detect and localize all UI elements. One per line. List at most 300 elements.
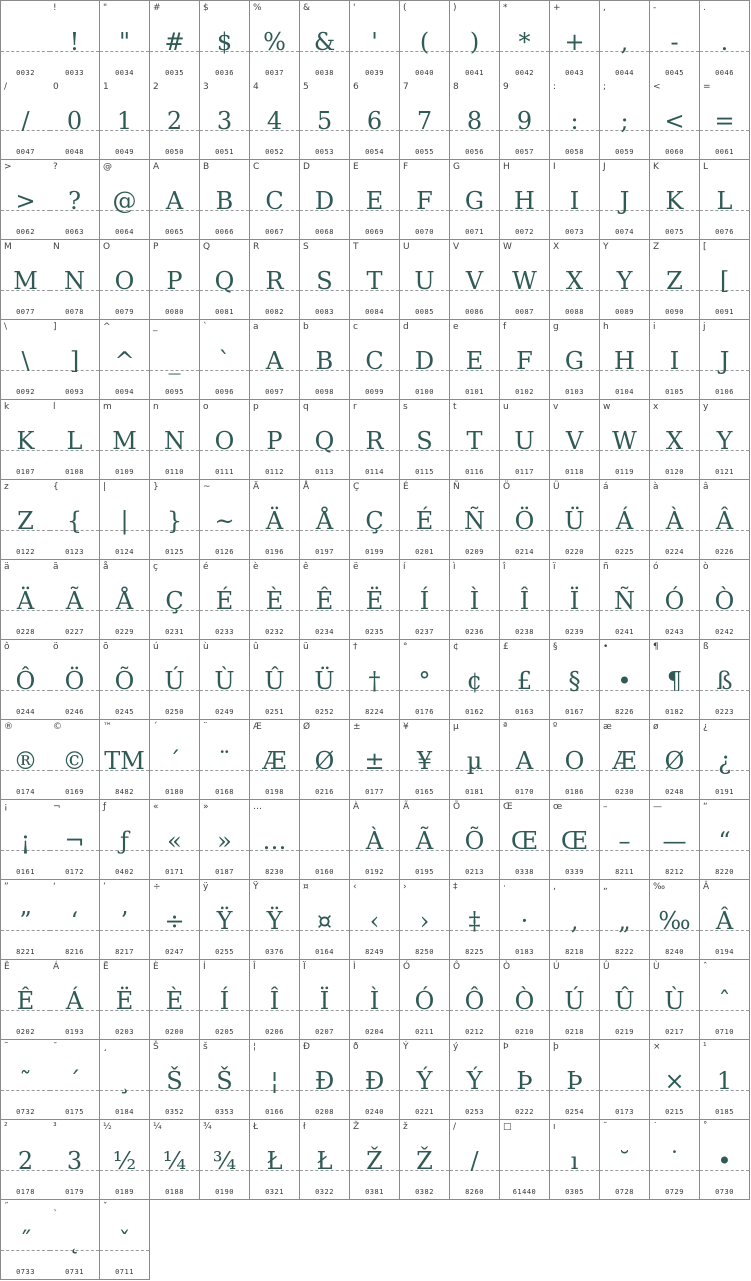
glyph-cell xyxy=(600,480,650,560)
glyph-cell xyxy=(600,640,650,720)
glyph-cell xyxy=(400,880,450,960)
glyph-sample: O xyxy=(564,747,585,775)
glyph-key-label: A xyxy=(153,162,160,172)
glyph-key-label: B xyxy=(203,162,210,172)
glyph-key-label: “ xyxy=(703,802,708,812)
glyph-key-label: I xyxy=(553,162,556,172)
glyph-key-label: ¹ xyxy=(703,1042,707,1052)
glyph-code-label: 0710 xyxy=(715,1028,734,1036)
glyph-key-label: z xyxy=(4,482,9,492)
glyph-code-label: 0242 xyxy=(715,628,734,636)
glyph-sample: Æ xyxy=(262,747,287,775)
glyph-cell xyxy=(500,640,550,720)
glyph-code-label: 0353 xyxy=(215,1108,234,1116)
glyph-cell xyxy=(50,720,100,800)
glyph-key-label: Ý xyxy=(403,1042,409,1052)
glyph-sample: Å xyxy=(115,587,134,615)
glyph-code-label: 0213 xyxy=(465,868,484,876)
glyph-cell xyxy=(650,960,700,1040)
glyph-code-label: 0232 xyxy=(265,628,284,636)
glyph-sample: ˘ xyxy=(618,1147,631,1175)
glyph-sample: N xyxy=(164,427,185,455)
glyph-sample: = xyxy=(714,107,735,135)
glyph-code-label: 0202 xyxy=(16,1028,35,1036)
glyph-sample: Y xyxy=(716,427,733,455)
glyph-code-label: 0200 xyxy=(165,1028,184,1036)
glyph-cell xyxy=(300,160,350,240)
glyph-cell xyxy=(450,880,500,960)
glyph-key-label: ß xyxy=(703,642,709,652)
glyph-key-label: 5 xyxy=(303,82,309,92)
glyph-code-label: 0051 xyxy=(215,148,234,156)
glyph-key-label: w xyxy=(603,402,611,412)
glyph-cell xyxy=(50,320,100,400)
glyph-code-label: 0083 xyxy=(315,308,334,316)
glyph-key-label: ¥ xyxy=(403,722,409,732)
glyph-sample: ( xyxy=(419,28,430,56)
glyph-cell xyxy=(650,800,700,880)
glyph-code-label: 0250 xyxy=(165,708,184,716)
glyph-cell xyxy=(450,0,500,81)
glyph-key-label: ¶ xyxy=(653,642,659,652)
glyph-sample: : xyxy=(570,107,579,135)
glyph-key-label: C xyxy=(253,162,260,172)
glyph-cell xyxy=(200,1120,250,1200)
glyph-key-label: ¢ xyxy=(453,642,459,652)
glyph-key-label: e xyxy=(453,322,459,332)
glyph-cell xyxy=(550,1040,600,1120)
glyph-cell xyxy=(650,0,700,81)
glyph-cell xyxy=(0,400,51,480)
glyph-cell xyxy=(300,400,350,480)
glyph-sample: / xyxy=(21,107,30,135)
glyph-key-label: £ xyxy=(503,642,509,652)
glyph-code-label: 0226 xyxy=(715,548,734,556)
glyph-code-label: 0166 xyxy=(265,1108,284,1116)
glyph-key-label: Ð xyxy=(303,1042,310,1052)
glyph-sample: ’ xyxy=(120,907,129,935)
glyph-key-label: ƒ xyxy=(103,802,107,812)
glyph-cell xyxy=(100,480,150,560)
glyph-code-label: 0227 xyxy=(65,628,84,636)
glyph-key-label: o xyxy=(203,402,209,412)
glyph-code-label: 0054 xyxy=(365,148,384,156)
glyph-sample: Æ xyxy=(612,747,637,775)
glyph-code-label: 0119 xyxy=(615,468,634,476)
glyph-code-label: 0123 xyxy=(65,548,84,556)
glyph-code-label: 8218 xyxy=(565,948,584,956)
glyph-code-label: 0063 xyxy=(65,228,84,236)
glyph-key-label: Ÿ xyxy=(253,882,259,892)
glyph-cell xyxy=(150,720,200,800)
glyph-key-label: ê xyxy=(303,562,309,572)
glyph-code-label: 0711 xyxy=(115,1268,134,1276)
glyph-sample: • xyxy=(717,1147,732,1175)
glyph-key-label: Ä xyxy=(253,482,260,492)
glyph-code-label: 0041 xyxy=(465,69,484,77)
glyph-key-label: d xyxy=(403,322,409,332)
glyph-key-label: ¨ xyxy=(203,722,208,732)
glyph-cell xyxy=(600,1040,650,1120)
glyph-key-label: q xyxy=(303,402,309,412)
glyph-sample: Ž xyxy=(366,1147,383,1175)
glyph-cell xyxy=(600,240,650,320)
glyph-sample: L xyxy=(716,187,733,215)
glyph-sample: E xyxy=(365,187,384,215)
glyph-cell xyxy=(250,480,300,560)
glyph-sample: [ xyxy=(719,267,730,295)
glyph-sample: × xyxy=(664,1067,685,1095)
glyph-sample: À xyxy=(665,507,684,535)
glyph-cell xyxy=(100,800,150,880)
glyph-sample: Î xyxy=(269,987,280,1015)
glyph-code-label: 0224 xyxy=(665,548,684,556)
glyph-code-label: 0078 xyxy=(65,308,84,316)
glyph-code-label: 0254 xyxy=(565,1108,584,1116)
glyph-key-label: . xyxy=(703,3,706,13)
glyph-sample: H xyxy=(514,187,535,215)
glyph-code-label: 0199 xyxy=(365,548,384,556)
glyph-key-label: H xyxy=(503,162,510,172)
glyph-cell xyxy=(150,0,200,81)
glyph-key-label: / xyxy=(453,1122,457,1132)
glyph-key-label: _ xyxy=(153,322,158,332)
glyph-code-label: 8230 xyxy=(265,868,284,876)
glyph-code-label: 0124 xyxy=(115,548,134,556)
glyph-sample: À xyxy=(365,827,384,855)
glyph-code-label: 0106 xyxy=(715,388,734,396)
glyph-sample: ¤ xyxy=(316,907,333,935)
glyph-sample: Ò xyxy=(714,587,735,615)
glyph-cell xyxy=(300,80,350,160)
glyph-sample: A xyxy=(515,747,534,775)
glyph-code-label: 0219 xyxy=(615,1028,634,1036)
glyph-key-label: # xyxy=(153,3,161,13)
glyph-code-label: 0032 xyxy=(16,69,35,77)
glyph-sample: Ç xyxy=(365,507,384,535)
glyph-key-label: 0 xyxy=(53,82,59,92)
glyph-sample: * xyxy=(518,28,531,56)
glyph-key-label: @ xyxy=(103,162,112,172)
glyph-code-label: 0243 xyxy=(665,628,684,636)
glyph-key-label: ¾ xyxy=(203,1122,212,1132)
glyph-key-label: — xyxy=(653,802,662,812)
glyph-cell xyxy=(500,80,550,160)
glyph-sample: Â xyxy=(715,507,734,535)
glyph-code-label: 0055 xyxy=(415,148,434,156)
glyph-key-label: = xyxy=(703,82,711,92)
glyph-key-label: ‡ xyxy=(453,882,458,892)
glyph-code-label: 0102 xyxy=(515,388,534,396)
glyph-key-label: å xyxy=(103,562,109,572)
glyph-cell xyxy=(300,720,350,800)
glyph-sample: ” xyxy=(19,907,32,935)
glyph-code-label: 0321 xyxy=(265,1188,284,1196)
glyph-code-label: 0168 xyxy=(215,788,234,796)
glyph-key-label: œ xyxy=(553,802,563,812)
glyph-code-label: 0339 xyxy=(565,868,584,876)
glyph-sample: & xyxy=(313,28,336,56)
glyph-key-label: , xyxy=(603,3,606,13)
glyph-cell xyxy=(650,320,700,400)
glyph-sample: + xyxy=(564,28,585,56)
glyph-sample: Ô xyxy=(15,667,36,695)
glyph-key-label: Œ xyxy=(503,802,513,812)
glyph-code-label: 0109 xyxy=(115,468,134,476)
glyph-sample: ¨ xyxy=(218,747,231,775)
glyph-sample: C xyxy=(265,187,284,215)
glyph-key-label: Ü xyxy=(553,482,560,492)
glyph-code-label: 0045 xyxy=(665,69,684,77)
glyph-key-label: " xyxy=(103,3,108,13)
glyph-cell xyxy=(700,1120,750,1200)
glyph-key-label: n xyxy=(153,402,159,412)
glyph-key-label: Ò xyxy=(503,962,511,972)
glyph-key-label: ł xyxy=(303,1122,306,1132)
glyph-code-label: 0173 xyxy=(615,1108,634,1116)
glyph-code-label: 0099 xyxy=(365,388,384,396)
glyph-sample: O xyxy=(214,427,235,455)
glyph-key-label: ò xyxy=(703,562,709,572)
glyph-cell xyxy=(450,960,500,1040)
glyph-sample: ß xyxy=(716,667,733,695)
glyph-sample: P xyxy=(166,267,183,295)
glyph-key-label: 8 xyxy=(453,82,459,92)
glyph-cell xyxy=(0,160,51,240)
glyph-cell xyxy=(550,800,600,880)
glyph-sample: Ÿ xyxy=(216,907,233,935)
glyph-sample: D xyxy=(314,187,335,215)
glyph-cell xyxy=(250,1120,300,1200)
glyph-key-label: X xyxy=(553,242,560,252)
glyph-cell xyxy=(500,880,550,960)
glyph-code-label: 0187 xyxy=(215,868,234,876)
glyph-sample: ¾ xyxy=(212,1147,237,1175)
glyph-sample: Q xyxy=(214,267,235,295)
glyph-sample: “ xyxy=(718,827,731,855)
glyph-cell xyxy=(350,880,400,960)
glyph-cell xyxy=(700,560,750,640)
glyph-cell xyxy=(0,720,51,800)
glyph-key-label: è xyxy=(253,562,259,572)
glyph-key-label: â xyxy=(703,482,709,492)
glyph-cell xyxy=(200,160,250,240)
glyph-key-label: ; xyxy=(603,82,607,92)
glyph-code-label: 0179 xyxy=(65,1188,84,1196)
glyph-sample: Ç xyxy=(165,587,184,615)
glyph-key-label: ] xyxy=(53,322,57,332)
glyph-cell xyxy=(150,880,200,960)
glyph-key-label: ö xyxy=(53,642,59,652)
glyph-cell xyxy=(250,80,300,160)
glyph-sample: C xyxy=(365,347,384,375)
glyph-sample: — xyxy=(662,827,687,855)
glyph-key-label: š xyxy=(203,1042,208,1052)
glyph-cell xyxy=(400,720,450,800)
glyph-cell xyxy=(0,880,51,960)
glyph-code-label: 8482 xyxy=(115,788,134,796)
glyph-cell xyxy=(450,160,500,240)
glyph-sample: ‹ xyxy=(369,907,380,935)
glyph-cell xyxy=(0,80,51,160)
glyph-cell xyxy=(150,240,200,320)
glyph-key-label: • xyxy=(603,642,609,652)
glyph-sample: G xyxy=(464,187,485,215)
glyph-cell xyxy=(100,720,150,800)
glyph-sample: ¢ xyxy=(466,667,483,695)
glyph-code-label: 0164 xyxy=(315,948,334,956)
glyph-key-label: G xyxy=(453,162,460,172)
glyph-cell xyxy=(400,1040,450,1120)
glyph-sample: E xyxy=(465,347,484,375)
glyph-code-label: 0352 xyxy=(165,1108,184,1116)
glyph-key-label: ä xyxy=(4,562,10,572)
glyph-sample xyxy=(300,824,349,858)
glyph-sample: D xyxy=(414,347,435,375)
glyph-sample: Ï xyxy=(319,987,330,1015)
glyph-code-label: 0225 xyxy=(615,548,634,556)
glyph-key-label: * xyxy=(503,3,508,13)
glyph-key-label: m xyxy=(103,402,112,412)
glyph-sample: ˜ xyxy=(19,1067,32,1095)
glyph-cell xyxy=(0,1120,51,1200)
glyph-sample: ' xyxy=(371,28,378,56)
glyph-code-label: 0381 xyxy=(365,1188,384,1196)
glyph-cell xyxy=(100,320,150,400)
glyph-cell xyxy=(400,1120,450,1200)
glyph-code-label: 0104 xyxy=(615,388,634,396)
glyph-sample: § xyxy=(568,667,581,695)
glyph-cell xyxy=(650,480,700,560)
glyph-key-label: F xyxy=(403,162,409,172)
glyph-sample: Œ xyxy=(510,827,539,855)
glyph-cell xyxy=(400,560,450,640)
glyph-cell xyxy=(100,1120,150,1200)
glyph-sample: 0 xyxy=(66,107,83,135)
glyph-code-label: 8220 xyxy=(715,868,734,876)
glyph-sample: Ù xyxy=(214,667,235,695)
glyph-code-label: 0068 xyxy=(315,228,334,236)
glyph-cell xyxy=(300,560,350,640)
glyph-cell xyxy=(450,560,500,640)
glyph-code-label: 0172 xyxy=(65,868,84,876)
glyph-sample: ^ xyxy=(114,347,135,375)
glyph-sample: 3 xyxy=(216,107,233,135)
glyph-cell xyxy=(350,0,400,81)
glyph-cell xyxy=(450,1120,500,1200)
glyph-sample: Ô xyxy=(464,987,485,1015)
glyph-key-label: í xyxy=(403,562,406,572)
glyph-code-label: 0125 xyxy=(165,548,184,556)
glyph-cell xyxy=(50,240,100,320)
glyph-code-label: 0251 xyxy=(265,708,284,716)
glyph-code-label: 0091 xyxy=(715,308,734,316)
glyph-sample: Ö xyxy=(64,667,85,695)
glyph-key-label: ‹ xyxy=(353,882,357,892)
glyph-cell xyxy=(150,320,200,400)
glyph-cell xyxy=(500,480,550,560)
glyph-cell xyxy=(600,400,650,480)
glyph-key-label: × xyxy=(653,1042,661,1052)
glyph-key-label: b xyxy=(303,322,309,332)
glyph-cell xyxy=(600,0,650,81)
glyph-cell xyxy=(550,480,600,560)
glyph-sample: Š xyxy=(216,1067,233,1095)
glyph-sample: É xyxy=(415,507,434,535)
glyph-code-label: 0080 xyxy=(165,308,184,316)
glyph-key-label: / xyxy=(4,82,8,92)
glyph-sample: K xyxy=(16,427,35,455)
glyph-sample: U xyxy=(414,267,435,295)
glyph-cell xyxy=(200,560,250,640)
glyph-cell xyxy=(300,320,350,400)
glyph-key-label: l xyxy=(53,402,56,412)
glyph-sample: Ï xyxy=(569,587,580,615)
glyph-key-label: – xyxy=(603,802,608,812)
glyph-key-label: ² xyxy=(4,1122,8,1132)
glyph-cell xyxy=(700,480,750,560)
glyph-cell xyxy=(300,960,350,1040)
glyph-cell xyxy=(450,400,500,480)
glyph-cell xyxy=(200,720,250,800)
glyph-cell xyxy=(250,160,300,240)
glyph-sample: T xyxy=(366,267,383,295)
glyph-sample: Ë xyxy=(365,587,384,615)
glyph-code-label: 0236 xyxy=(465,628,484,636)
glyph-key-label: … xyxy=(253,802,262,812)
glyph-key-label: ” xyxy=(4,882,9,892)
glyph-code-label: 0107 xyxy=(16,468,35,476)
glyph-key-label: Í xyxy=(203,962,206,972)
glyph-cell xyxy=(700,640,750,720)
glyph-sample: R xyxy=(365,427,384,455)
glyph-sample: Û xyxy=(264,667,285,695)
glyph-cell xyxy=(200,960,250,1040)
glyph-code-label: 0093 xyxy=(65,388,84,396)
glyph-sample: 3 xyxy=(66,1147,83,1175)
glyph-sample: 4 xyxy=(266,107,283,135)
glyph-key-label: 1 xyxy=(103,82,109,92)
glyph-sample: ± xyxy=(364,747,385,775)
glyph-code-label: 0039 xyxy=(365,69,384,77)
glyph-code-label: 0221 xyxy=(415,1108,434,1116)
glyph-key-label: g xyxy=(553,322,559,332)
glyph-code-label: 0056 xyxy=(465,148,484,156)
glyph-sample xyxy=(1,25,50,59)
glyph-code-label: 0238 xyxy=(515,628,534,636)
glyph-sample: Á xyxy=(615,507,634,535)
glyph-key-label: + xyxy=(553,3,561,13)
glyph-cell xyxy=(600,80,650,160)
glyph-cell xyxy=(550,320,600,400)
glyph-sample: _ xyxy=(168,347,181,375)
glyph-cell xyxy=(250,560,300,640)
glyph-sample: Þ xyxy=(516,1067,533,1095)
glyph-sample: µ xyxy=(466,747,483,775)
glyph-sample: ´ xyxy=(68,1067,81,1095)
glyph-key-label: Å xyxy=(303,482,310,492)
glyph-key-label: ˛ xyxy=(53,1202,58,1212)
glyph-sample: R xyxy=(265,267,284,295)
glyph-sample: Z xyxy=(666,267,683,295)
glyph-key-label: R xyxy=(253,242,260,252)
glyph-cell xyxy=(250,720,300,800)
glyph-key-label: □ xyxy=(503,1122,512,1132)
glyph-code-label: 0089 xyxy=(615,308,634,316)
glyph-code-label: 0059 xyxy=(615,148,634,156)
glyph-key-label: U xyxy=(403,242,410,252)
glyph-key-label: ¸ xyxy=(103,1042,108,1052)
